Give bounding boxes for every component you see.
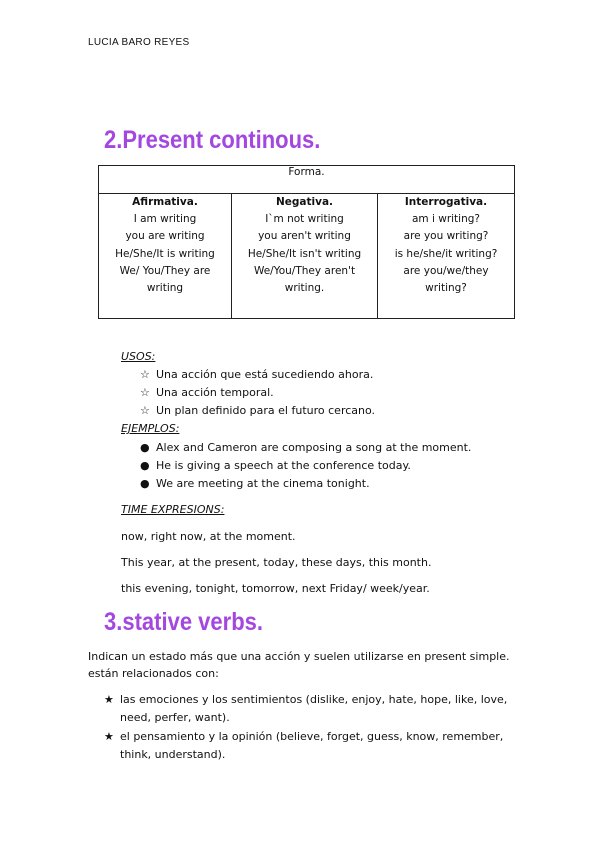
usos-label: USOS:	[121, 350, 156, 363]
forma-table	[98, 165, 515, 319]
stative-item: ★ las emociones y los sentimientos (dislike, enjoy, hate, hope, like, love,	[104, 693, 508, 706]
afirmativa-title: Afirmativa.	[132, 196, 198, 208]
section-heading-present-continuous: 2.Present continous.	[104, 125, 321, 154]
bullet-icon: ●	[140, 477, 150, 490]
stative-item: ★ el pensamiento y la opinión (believe, forget, guess, know, remember,	[104, 730, 504, 743]
star-outline-icon: ☆	[140, 368, 150, 381]
negativa-line: writing.	[284, 282, 325, 295]
ejemplos-item: ● We are meeting at the cinema tonight.	[140, 477, 370, 490]
afirmativa-line: He/She/It is writing	[115, 247, 215, 260]
star-outline-icon: ☆	[140, 386, 150, 399]
ejemplos-item: ● Alex and Cameron are composing a song at the moment.	[140, 441, 472, 454]
ejemplos-item: ● He is giving a speech at the conference today.	[140, 459, 411, 472]
intro-line: están relacionados con:	[88, 667, 219, 680]
usos-item: ☆ Una acción que está sucediendo ahora.	[140, 368, 374, 381]
ejemplos-label: EJEMPLOS:	[121, 422, 180, 435]
afirmativa-line: We/ You/They are	[119, 264, 211, 277]
interrogativa-line: are you writing?	[403, 230, 489, 243]
negativa-line: I`m not writing	[265, 213, 344, 226]
stative-item-continuation: think, understand).	[120, 748, 226, 761]
stative-item-continuation: need, perfer, want).	[120, 711, 230, 724]
author-name: LUCIA BARO REYES	[88, 37, 190, 48]
bullet-icon: ●	[140, 459, 150, 472]
usos-item: ☆ Un plan definido para el futuro cercano.	[140, 404, 376, 417]
star-filled-icon: ★	[104, 730, 114, 743]
usos-item: ☆ Una acción temporal.	[140, 386, 274, 399]
interrogativa-line: are you/we/they	[403, 264, 489, 277]
forma-table-header: Forma.	[99, 166, 515, 194]
interrogativa-line: am i writing?	[411, 213, 480, 226]
time-expressions-line: this evening, tonight, tomorrow, next Friday/ week/year.	[121, 582, 430, 595]
negativa-line: you aren't writing	[258, 230, 351, 243]
afirmativa-line: I am writing	[133, 213, 197, 226]
forma-table-body-row	[99, 194, 515, 319]
time-expressions-line: now, right now, at the moment.	[121, 530, 296, 543]
star-filled-icon: ★	[104, 693, 114, 706]
interrogativa-title: Interrogativa.	[404, 196, 488, 208]
time-expressions-label: TIME EXPRESIONS:	[121, 503, 225, 516]
interrogativa-line: writing?	[425, 282, 467, 295]
negativa-line: We/You/They aren't	[253, 264, 356, 277]
interrogativa-line: is he/she/it writing?	[394, 247, 498, 260]
negativa-column	[232, 194, 378, 319]
negativa-line: He/She/It isn't writing	[247, 247, 362, 260]
interrogativa-column	[378, 194, 515, 319]
afirmativa-line: you are writing	[125, 230, 205, 243]
negativa-title: Negativa.	[275, 196, 334, 208]
time-expressions-line: This year, at the present, today, these days, this month.	[121, 556, 432, 569]
star-outline-icon: ☆	[140, 404, 150, 417]
intro-line: Indican un estado más que una acción y suelen utilizarse en present simple.	[88, 650, 510, 663]
afirmativa-column	[99, 194, 232, 319]
bullet-icon: ●	[140, 441, 150, 454]
section-heading-stative-verbs: 3.stative verbs.	[104, 607, 263, 636]
forma-table-header-row	[99, 166, 515, 194]
afirmativa-line: writing	[146, 282, 184, 295]
